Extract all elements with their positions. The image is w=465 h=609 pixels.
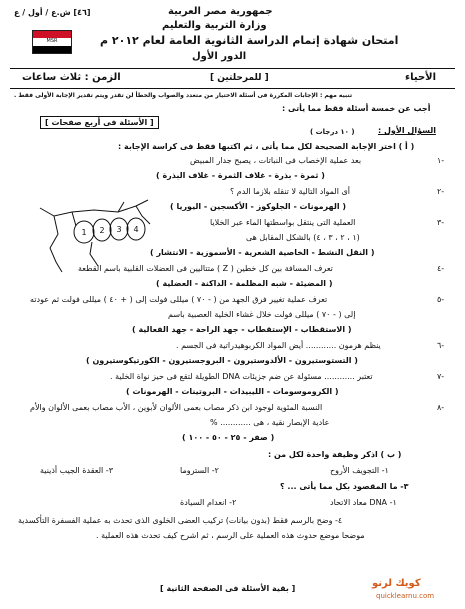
item-question-cont: (١ ، ٢ ، ٣ ، ٤) بالشكل المقابل هى: [246, 233, 360, 242]
item-question: بعد عملية الإخصاب فى النباتات ، يصبح جدار المبيض: [190, 156, 362, 165]
notice-text: تنبيه مهم : الإجابات المكررة فى أسئلة الاختيار من متعدد والصواب والخطأ لن تقدر ويتم تقدير الإجابة الأولى فقط .: [14, 92, 353, 99]
item-question: تعرف المسافة بين كل خطين ( Z ) متتاليين فى العضلات القلبية باسم القطعة: [78, 264, 333, 273]
time-label: الزمن : ثلاث ساعات: [22, 72, 121, 83]
item-options: ( النقل النشط - الخاصية الشعرية - الأسموزية - الانتشار ): [150, 248, 375, 257]
cell-label: 4: [133, 225, 139, 234]
root-hair-line: [90, 242, 98, 266]
exam-code: [٤٦] ش.ع / أول / ع: [14, 8, 91, 17]
item-number: -٣: [437, 218, 445, 227]
egypt-flag-icon: [32, 30, 72, 54]
item-question: العملية التى ينتقل بواسطتها الماء عبر الخلايا: [210, 218, 356, 227]
divider: [10, 68, 455, 69]
exam-title: امتحان شهادة إتمام الدراسة الثانوية العامة لعام ٢٠١٢ م: [100, 34, 399, 47]
flag-label: MSR: [33, 38, 71, 45]
q1-marks: ( ١٠ درجات ): [310, 128, 355, 136]
item-number: -٧: [437, 372, 445, 381]
subject: الأحياء: [405, 72, 437, 83]
item-number: -٤: [437, 264, 445, 273]
ministry-title: وزارة التربية والتعليم: [162, 20, 267, 31]
q1-part-d: ٤- وضح بالرسم فقط (بدون بيانات) تركيب العضى الخلوى الذى تحدث به عملية الفسفرة التأكسدية: [18, 516, 343, 525]
q1-part-c: ٣- ما المقصود بكل مما يأتى ... ؟: [280, 482, 409, 491]
session-title: الدور الأول: [192, 51, 247, 62]
item-question: تعتبر ............ مسئولة عن ضم جزيئات DNA الطويلة لتقع فى حيز نواة الخلية .: [110, 372, 373, 381]
root-hair-line: [40, 200, 148, 216]
item-options: ( الهرمونات - الجلوكوز - الأكسجين - اليوريا ): [170, 202, 347, 211]
republic-title: جمهورية مصر العربية: [168, 6, 273, 17]
q1-part-a: ( أ ) اختر الإجابة الصحيحة لكل مما يأتى ، ثم اكتبها فقط فى كراسة الإجابة :: [118, 142, 415, 151]
q1-title: السؤال الأول :: [378, 126, 436, 135]
item-question-cont: إلى ( - ٧٠ ) ميللى فولت خلال غشاء الخلية العصبية باسم: [168, 310, 356, 319]
item-options: ( الكروموسومات - الليبيدات - البروتينات - الهرمونات ): [126, 387, 339, 396]
item-question: تعرف عملية تغيير فرق الجهد من ( - ٧٠ ) ميللى فولت إلى ( + ٤٠ ) ميللى فولت ثم عودته: [30, 295, 328, 304]
item-question: ينظم هرمون ............ أيض المواد الكربوهيدراتية فى الجسم .: [176, 341, 381, 350]
watermark-logo: كويك لرنو: [372, 578, 421, 589]
function-item: ١- التجويف الأروح: [330, 466, 389, 475]
item-number: -١: [437, 156, 445, 165]
item-number: -٢: [437, 187, 445, 196]
continuation-note: [ بقية الأسئلة فى الصفحة الثانية ]: [160, 584, 296, 593]
root-hair-line: [118, 202, 150, 224]
pages-note-box: [ الأسئلة فى أربع صفحات ]: [40, 116, 159, 129]
item-options: ( الاستقطاب - الإستقطاب - جهد الراحة - جهد الفعالية ): [132, 325, 352, 334]
q1-part-b: ( ب ) اذكر وظيفة واحدة لكل من :: [268, 450, 402, 459]
cell-label: 1: [81, 228, 87, 237]
item-number: -٥: [437, 295, 445, 304]
item-options: ( التستوستيرون - الألدوستيرون - البروجستيرون - الكورتيكوستيرون ): [86, 356, 358, 365]
q1-part-d-cont: موضحا موضع حدوث هذه العملية على الرسم ، ثم اشرح كيف تحدث هذه العملية .: [96, 531, 365, 540]
item-question-cont: عادية الإبصار نقية ، هى ............ %: [210, 418, 330, 427]
instructions-text: أجب عن خمسة أسئلة فقط مما يأتى :: [282, 104, 431, 113]
stage-label: [ للمرحلتين ]: [210, 73, 269, 83]
item-question: أى المواد التالية لا تنقله بلازما الدم ؟: [230, 187, 350, 196]
item-number: -٨: [437, 403, 445, 412]
function-item: ٣- العقدة الجيب أذينية: [40, 466, 113, 475]
item-question: النسبة المئوية لوجود ابن ذكر مصاب بعمى الألوان لأبوين ، الأب مصاب بعمى الألوان والأم: [30, 403, 323, 412]
definition-item: ١- DNA معاد الاتحاد: [330, 498, 397, 507]
function-item: ٢- الستروما: [180, 466, 219, 475]
cell-label: 3: [116, 225, 122, 234]
item-options: ( صفر - ٢٥ - ٥٠ - ١٠٠ ): [182, 433, 275, 442]
root-hair-line: [50, 216, 62, 272]
root-hair-line: [72, 212, 76, 226]
item-options: ( المضيئة - شبه المظلمة - الداكنة - العضلية ): [156, 279, 333, 288]
item-options: ( ثمرة - بذرة - غلاف الثمرة - غلاف البذرة ): [156, 171, 325, 180]
item-number: -٦: [437, 341, 445, 350]
definition-item: ٢- انعدام السيادة: [180, 498, 237, 507]
cell-label: 2: [99, 226, 105, 235]
divider: [10, 88, 455, 89]
watermark-url: quicklearnu.com: [376, 592, 435, 600]
